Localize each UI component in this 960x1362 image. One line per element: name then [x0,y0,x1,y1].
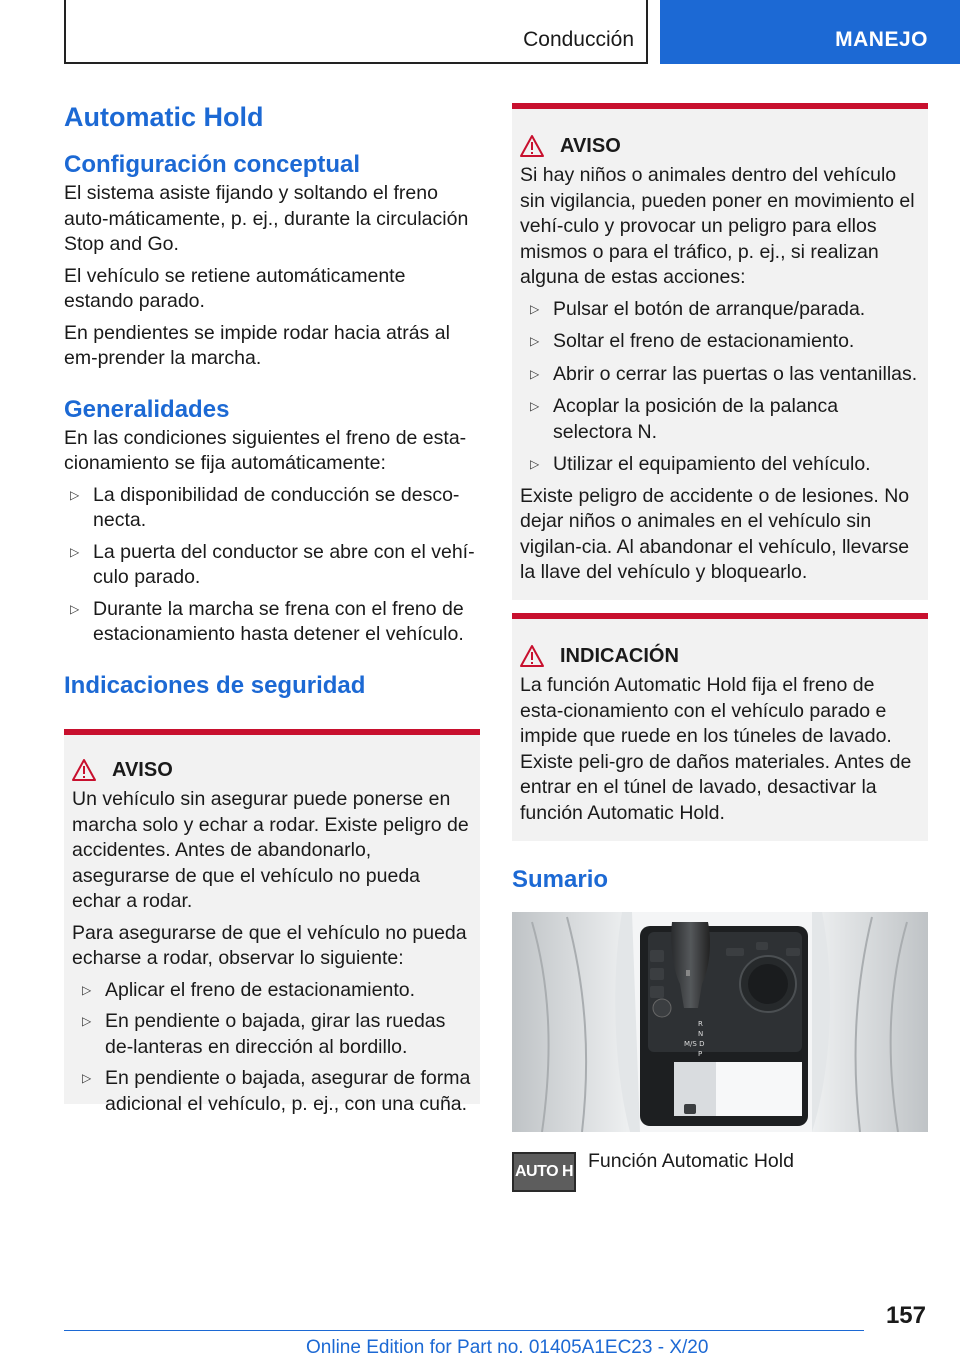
bullet-triangle-icon: ▷ [70,487,80,502]
bullet-triangle-icon: ▷ [530,366,540,381]
safety-heading: Indicaciones de seguridad [64,671,366,699]
notice-box [512,613,928,841]
svg-text:R: R [698,1020,703,1028]
header-chapter-label: MANEJO [835,28,928,51]
header-section-box [64,0,648,64]
list-item: ▷ Utilizar el equipamiento del vehículo. [524,452,920,478]
concept-paragraph: En pendientes se impide rodar hacia atrás al em-prender la marcha. [64,321,450,369]
page-number: 157 [885,1302,926,1329]
list-item: ▷ La disponibilidad de conducción se desco-necta. [70,483,460,531]
warning-text: Si hay niños o animales dentro del vehículo sin vigilancia, pueden poner en movimiento el vehí-culo y provocar un peligro para ellos mismos o para el tráfico, p. ej., si realizan alguna de estas acciones: [520,164,915,288]
list-item: ▷ Aplicar el freno de estacionamiento. [76,978,472,1004]
warning-triangle-icon [520,133,554,159]
bullet-triangle-icon: ▷ [530,399,540,413]
list-item: ▷ En pendiente o bajada, girar las ruedas de-lanteras en dirección al bordillo. [82,1010,446,1058]
svg-text:P: P [698,1050,703,1058]
page-title: Automatic Hold [64,102,264,132]
bullet-triangle-icon: ▷ [82,1071,92,1085]
notice-title: INDICACIÓN [520,643,920,669]
list-item: ▷ La puerta del conductor se abre con el vehí-culo parado. [70,540,475,588]
auto-hold-caption: Función Automatic Hold [588,1150,794,1172]
warning-text: Para asegurarse de que el vehículo no pueda echarse a rodar, observar lo siguiente: [72,921,467,969]
bullet-triangle-icon: ▷ [82,982,92,997]
list-item: ▷ Soltar el freno de estacionamiento. [524,329,920,355]
bullet-triangle-icon: ▷ [70,601,80,616]
bullet-triangle-icon: ▷ [530,457,540,471]
list-item: ▷ Pulsar el botón de arranque/parada. [524,297,920,323]
notice-text: La función Automatic Hold fija el freno de esta-cionamiento con el vehículo parado e impide que ruede en los túneles de lavado. Existe peli-gro de daños materiales. Antes de entrar en el túnel de lavado, desactivar la función Automatic Hold. [520,674,912,824]
concept-heading: Configuración conceptual [64,151,361,178]
list-item: ▷ Durante la marcha se frena con el freno de estacionamiento hasta detener el vehículo. [70,597,464,645]
warning-triangle-icon [520,643,554,669]
bullet-triangle-icon: ▷ [82,1014,92,1028]
bullet-triangle-icon: ▷ [70,544,80,559]
list-item: ▷ Abrir o cerrar las puertas o las ventanillas. [524,362,920,388]
warning-title: AVISO [72,757,472,783]
list-item: ▷ Acoplar la posición de la palanca selectora N. [530,395,839,443]
header-section-label: Conducción [523,28,634,51]
warning-text: Existe peligro de accidente o de lesiones. No dejar niños o animales en el vehículo sin vigilan-cia. Al abandonar el vehículo, llevarse la llave del vehículo y bloquearlo. [520,484,910,583]
concept-paragraph: El vehículo se retiene automáticamente estando parado. [64,264,406,312]
general-heading: Generalidades [64,395,230,423]
footer-divider [64,1330,864,1331]
warning-triangle-icon [72,757,106,783]
general-intro: En las condiciones siguientes el freno de esta-cionamiento se fija automáticamente: [64,426,467,474]
svg-text:N: N [698,1030,704,1038]
bullet-triangle-icon: ▷ [530,301,540,316]
summary-heading: Sumario [512,866,609,893]
auto-hold-button-icon: AUTO H [512,1152,576,1192]
general-list [64,483,480,648]
svg-text:M/S D: M/S D [684,1040,705,1048]
left-column [64,102,480,700]
footer-edition-text: Online Edition for Part no. 01405A1EC23 - X/20 [306,1337,709,1358]
warning-title: AVISO [520,133,920,159]
center-console-image [512,912,928,1132]
warning-list [72,978,472,1118]
safety-warning-box [64,729,480,1115]
bullet-triangle-icon: ▷ [530,334,540,348]
list-item: ▷ En pendiente o bajada, asegurar de forma adicional el vehículo, p. ej., con una cuña. [82,1067,471,1115]
header-chapter-tab[interactable] [660,0,960,64]
warning-text: Un vehículo sin asegurar puede ponerse en marcha solo y echar a rodar. Existe peligro de accidentes. Antes de abandonarlo, asegurarse de que el vehículo no pueda echar a rodar. [72,788,469,912]
children-warning-box [512,103,928,600]
warning-list [520,297,920,478]
concept-paragraph: El sistema asiste fijando y soltando el freno auto-máticamente, p. ej., durante la circulación Stop and Go. [64,182,469,255]
